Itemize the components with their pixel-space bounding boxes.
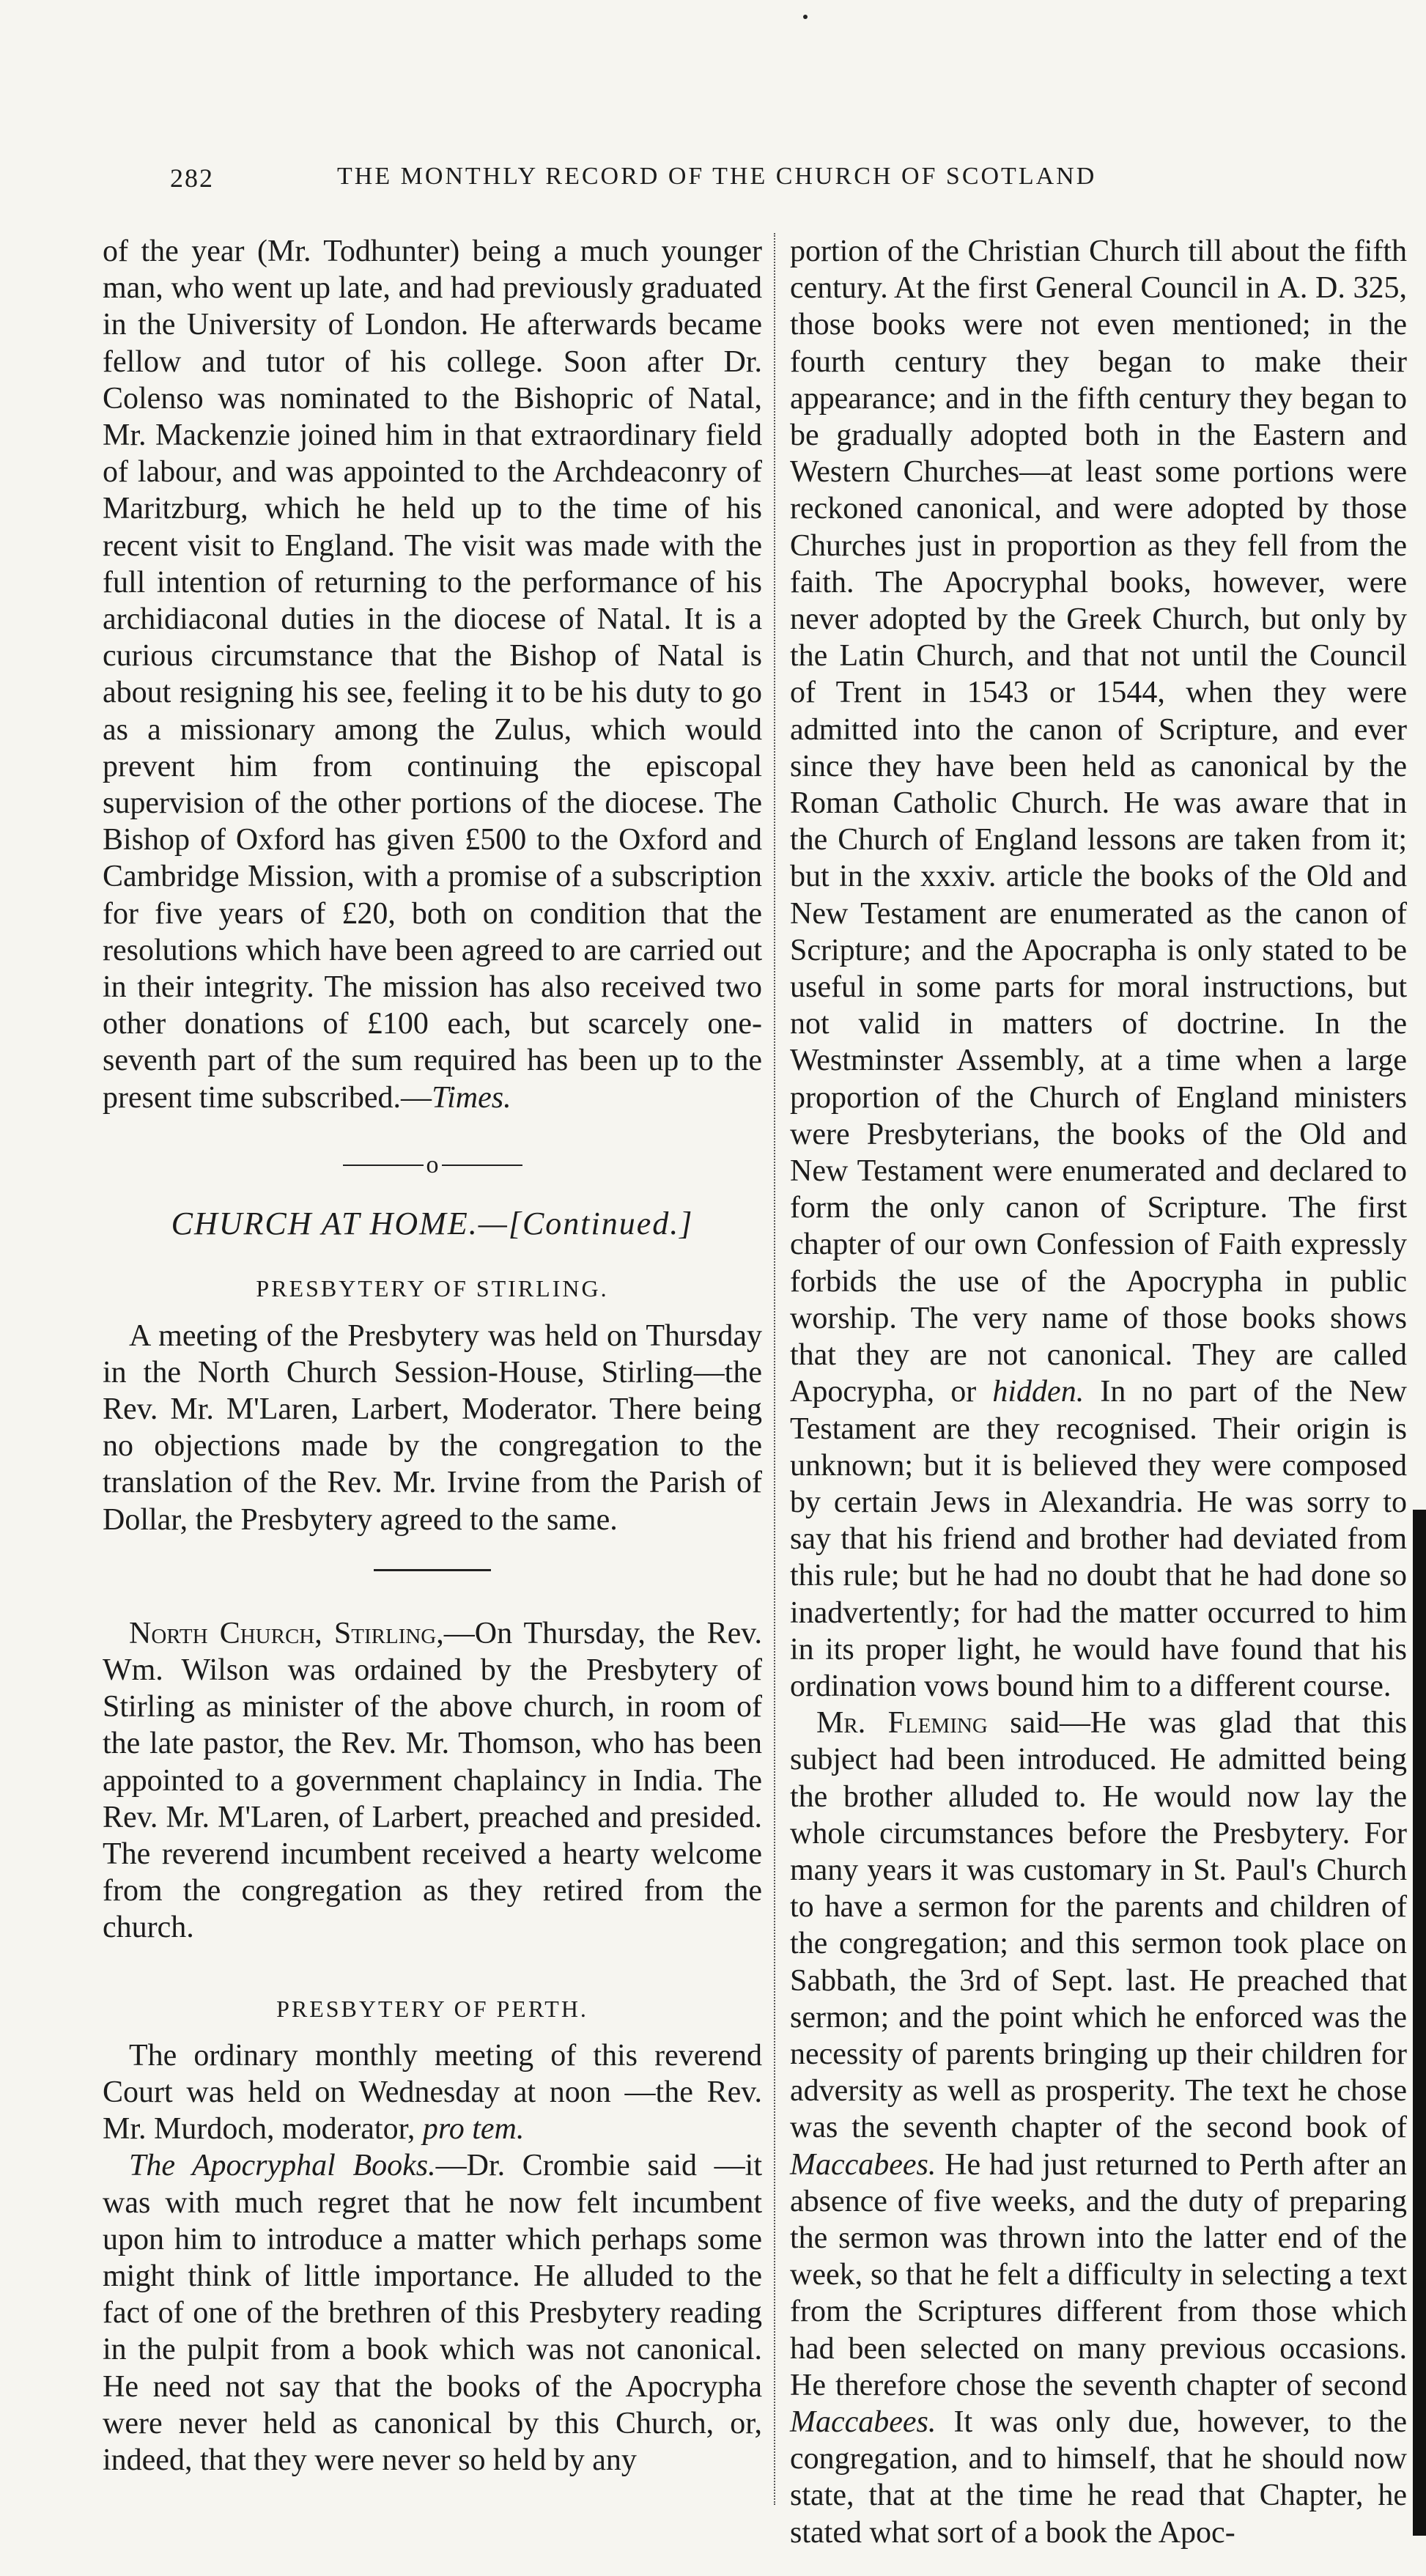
section-title: CHURCH AT HOME.—[Continued.] xyxy=(171,1206,694,1242)
stirling-paragraph: A meeting of the Presbytery was held on Thursday in the North Church Session-House, Stirling—the Rev. Mr. M'Laren, Larbert, Moderator. There being no objections made by the congregation to the translation of the Rev. Mr. Irvine from the Parish of Dollar, the Presbytery agreed to the same. xyxy=(103,1318,762,1537)
section-ornament: o xyxy=(103,1145,762,1184)
crombie-continued-paragraph: portion of the Christian Church till about the fifth century. At the first General Council in A. D. 325, those books were not even mentioned; in the fourth century they began to make their appearance; and in the fifth century they began to be gradually adopted both in the Eastern and Western Churches—at least some portions were reckoned canonical, and were adopted by those Churches just in proportion as they fell from the faith. The Apocryphal books, however, were never adopted by the Greek Church, but only by the Latin Church, and that not until the Council of Trent in 1543 or 1544, when they were admitted into the canon of Scripture, and ever since they have been held as canonical by the Roman Catholic Church. He was aware that in the Church of England lessons are taken from it; but in the xxxiv. article the books of the Old and New Testament are enumerated as the canon of Scripture; and the Apocrapha is only stated to be useful in some parts for moral instructions, but not valid in matters of doctrine. In the Westminster Assembly, at a time when a large proportion of the Church of England ministers were Presbyterians, the books of the Old and New Testament were enumerated and declared to form the only canon of Scripture. The first chapter of our own Confession of Faith expressly forbids the use of the Apocrypha in public worship. The very name of those books shows that they are not canonical. They are called Apocrypha, or hidden. In no part of the New Testament are they recognised. Their origin is unknown; but it is believed they were composed by certain Jews in Alexandria. He was sorry to say that his friend and brother had deviated from this rule; but he had no doubt that he had done so inadvertently; for had the matter occurred to him in its proper light, he would have found that his ordination vows bound him to a different course. xyxy=(790,235,1407,1703)
divider-rule xyxy=(374,1569,491,1571)
source-citation: Times. xyxy=(432,1080,511,1115)
fleming-paragraph: Mr. Fleming said—He was glad that this subject had been introduced. He admitted being the brother alluded to. He would now lay the whole circumstances before the Presbytery. For many years it was customary in St. Paul's Church to have a sermon for the parents and children of the congregation; and this sermon took place on Sabbath, the 3rd of Sept. last. He preached that sermon; and the point which he enforced was the necessity of parents bringing up their children for adversity as well as prosperity. The text he chose was the seventh chapter of the second book of Maccabees. He had just returned to Perth after an absence of five weeks, and the duty of preparing the sermon was thrown into the latter end of the week, so that he felt a difficulty in selecting a text from the Scriptures different from those which had been selected on many previous occasions. He therefore chose the seventh chapter of second Maccabees. It was only due, however, to the congregation, and to himself, that he should now state, that at the time he read that Chapter, he stated what sort of a book the Apoc- xyxy=(790,1706,1407,2550)
spacer xyxy=(103,1946,762,1990)
running-head: THE MONTHLY RECORD OF THE CHURCH OF SCOTLAND xyxy=(337,163,1097,190)
obituary-paragraph: of the year (Mr. Todhunter) being a much younger man, who went up late, and had previously graduated in the University of London. He afterwards became fellow and tutor of his college. Soon after Dr. Colenso was nominated to the Bishopric of Natal, Mr. Mackenzie joined him in that extraordinary field of labour, and was appointed to the Archdeaconry of Maritzburg, which he held up to the time of his recent visit to England. The visit was made with the full intention of returning to the performance of his archidiaconal duties in the diocese of Natal. It is a curious circumstance that the Bishop of Natal is about resigning his see, feeling it to be his duty to go as a missionary among the Zulus, which would prevent him from continuing the episcopal supervision of the other portions of the diocese. The Bishop of Oxford has given £500 to the Oxford and Cambridge Mission, with a promise of a subscription for five years of £20, both on condition that the resolutions which have been agreed to are carried out in their integrity. The mission has also received two other donations of £100 each, but scarcely one-seventh part of the sum required has been up to the present time subscribed.—Times. xyxy=(103,235,762,1115)
apocryphal-books-lead: The Apocryphal Books. xyxy=(129,2149,436,2183)
perth-meeting-paragraph: The ordinary monthly meeting of this reverend Court was held on Wednesday at noon —the Rev. Mr. Murdoch, moderator, pro tem. xyxy=(103,2038,762,2147)
right-column xyxy=(790,233,1407,2551)
page-number: 282 xyxy=(170,163,214,193)
fleming-lead: Mr. Fleming xyxy=(816,1706,988,1741)
north-church-paragraph: North Church, Stirling,—On Thursday, the Rev. Wm. Wilson was ordained by the Presbytery of Stirling as minister of the above church, in room of the late pastor, the Rev. Mr. Thomson, who has been appointed to a government chaplaincy in India. The Rev. Mr. M'Laren, of Larbert, preached and presided. The reverend incumbent received a hearty welcome from the congregation as they retired from the church. xyxy=(103,1616,762,1945)
left-column xyxy=(103,233,762,2479)
ink-speck xyxy=(803,15,808,19)
binding-edge xyxy=(1413,1510,1426,2536)
north-church-lead: North Church, Stirling, xyxy=(129,1616,444,1650)
apocryphal-books-paragraph: The Apocryphal Books.—Dr. Crombie said —it was with much regret that he now felt incumbent upon him to introduce a matter which perhaps some might think of little importance. He alluded to the fact of one of the brethren of this Presbytery reading in the pulpit from a book which was not canonical. He need not say that the books of the Apocrypha were never held as canonical by this Church, or, indeed, that they were never so held by any xyxy=(103,2149,762,2478)
presbytery-perth-heading: PRESBYTERY OF PERTH. xyxy=(276,1995,588,2022)
column-divider xyxy=(774,233,775,2505)
page-header xyxy=(0,163,1426,207)
presbytery-stirling-heading: PRESBYTERY OF STIRLING. xyxy=(256,1275,609,1302)
